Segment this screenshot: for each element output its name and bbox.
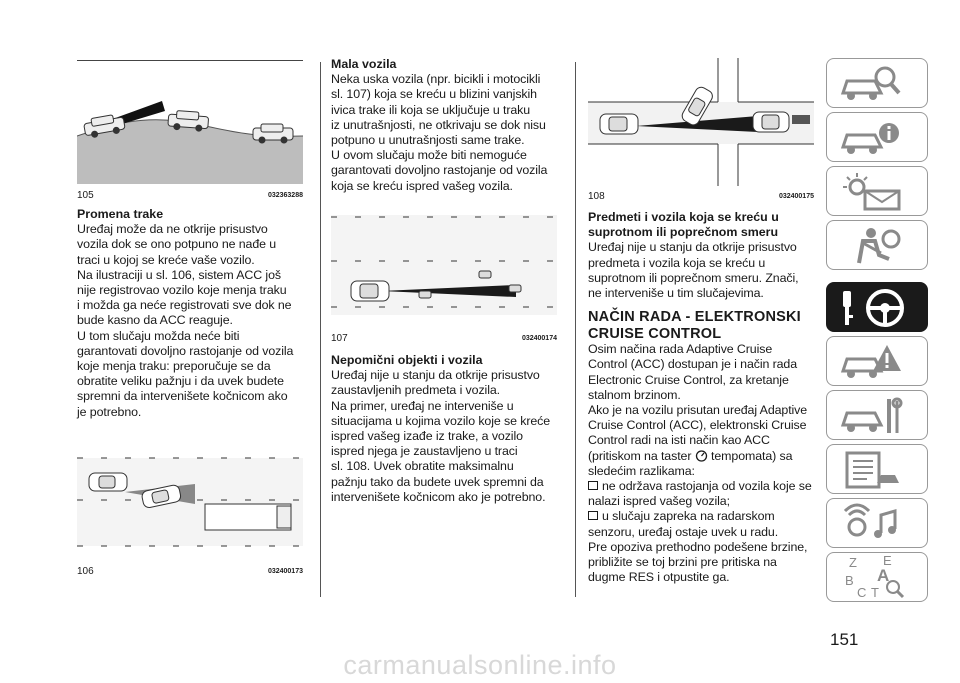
hill-cars-illustration <box>77 66 303 184</box>
figure-106 <box>77 440 303 564</box>
figure-107-code: 032400174 <box>521 335 557 342</box>
bullet-icon <box>588 481 598 490</box>
column-2-text <box>331 57 571 194</box>
figure-105-number: 105 <box>77 190 94 201</box>
figure-107-number: 107 <box>331 333 348 344</box>
heading-nacin-rada: NAČIN RADA - ELEKTRONSKI CRUISE CONTROL <box>588 309 801 342</box>
figure-108-code: 032400175 <box>778 193 814 200</box>
crossing-vehicle-illustration <box>588 58 814 186</box>
multimedia-icon <box>837 503 907 545</box>
column-divider <box>575 62 576 597</box>
heading-nepokretni-objekti: Nepomični objekti i vozila <box>331 353 483 367</box>
figure-108 <box>588 58 814 186</box>
tab-technical-data[interactable] <box>826 444 928 494</box>
index-letter: C <box>857 585 867 599</box>
tab-airbag-seat[interactable] <box>826 220 928 270</box>
index-letter: E <box>883 553 892 568</box>
bullet-item <box>588 509 828 539</box>
traffic-sign <box>792 115 810 124</box>
own-car <box>89 473 127 491</box>
paragraph: U tom slučaju možda neće biti garantovati dovoljno rastojanje od vozila koje menja traku: preporučuje se da obratite veliku pažnju i da uvek budete spremni da intervenišete kočnicom ako je potrebno. <box>77 328 294 419</box>
tab-alphabetical-index[interactable] <box>826 552 928 602</box>
column-divider <box>320 62 321 597</box>
figure-107 <box>331 205 557 329</box>
small-vehicles-illustration <box>331 205 557 329</box>
airbag-seat-icon <box>837 225 907 267</box>
column-3-text <box>588 210 828 585</box>
column-1-text <box>77 207 307 420</box>
index-letter: B <box>845 573 854 588</box>
tab-multimedia[interactable] <box>826 498 928 548</box>
truck <box>205 504 291 530</box>
alphabetical-index-icon <box>837 553 917 599</box>
figure-106-number: 106 <box>77 566 94 577</box>
paragraph: Na ilustraciji u sl. 106, sistem ACC još nije registrovao vozilo koje menja traku i možda ga neće registrovati sve dok ne bude kasno da ACC reaguje. <box>77 267 292 328</box>
paragraph-taster <box>588 403 828 479</box>
figure-105-caption <box>77 190 303 201</box>
heading-mala-vozila: Mala vozila <box>331 57 397 71</box>
checklist-car-icon <box>837 449 907 491</box>
tab-car-search[interactable] <box>826 58 928 108</box>
paragraph: Uređaj može da ne otkrije prisustvo vozila dok se ono potpuno ne nađe u traci u kojoj se kreće vaše vozilo. <box>77 222 277 267</box>
speedometer-button-icon <box>695 449 708 462</box>
figure-105 <box>77 66 303 184</box>
bicycle <box>509 285 521 292</box>
paragraph: Uređaj nije u stanju da otkrije prisustvo predmeta i vozila koja se kreću u suprotnom ili poprečnom smeru. Znači, ne interveniše u tim slučajevima. <box>588 240 799 301</box>
figure-106-code: 032400173 <box>267 568 303 575</box>
paragraph-part: tempomata) sa sledećim razlikama: <box>588 448 793 478</box>
bullet-item <box>588 479 828 509</box>
car-tools-icon <box>837 395 907 437</box>
paragraph: Uređaj nije u stanju da otkrije prisustvo zaustavljenih predmeta i vozila. Na primer, uređaj ne interveniše u situacijama u kojima vozilo koje se kreće ispred vašeg izađe iz trake, a vozilo ispred njega je zaustavljeno u traci sl. 108. Uvek obratite maksimalnu pažnju tako da budete uvek spremni da intervenišete kočnicom ako je potrebno. <box>331 368 551 504</box>
own-car <box>600 114 638 134</box>
index-letter: T <box>871 585 879 599</box>
page-number: 151 <box>830 630 859 649</box>
car-warning-icon <box>837 341 907 383</box>
key-steering-wheel-icon <box>837 287 917 329</box>
paragraph: Pre opoziva prethodno podešene brzine, približite se toj brzini pre pritiska na dugme RES i otpustite ga. <box>588 539 808 585</box>
figure-106-caption <box>77 566 303 577</box>
bullet-text: u slučaju zapreka na radarskom senzoru, uređaj ostaje uvek u radu. <box>588 509 779 539</box>
heading-promena-trake: Promena trake <box>77 207 164 221</box>
index-letter: Z <box>849 555 857 570</box>
figure-107-caption <box>331 333 557 344</box>
car-info-icon <box>837 117 907 159</box>
paragraph: Osim načina rada Adaptive Cruise Control (ACC) dostupan je i način rada Electronic Cruise Control, za kretanje stalnom brzinom. <box>588 342 798 402</box>
tab-warning-lights[interactable] <box>826 166 928 216</box>
warning-lights-message-icon <box>837 171 907 213</box>
column-2-text-lower <box>331 353 571 505</box>
stopped-car <box>753 112 789 132</box>
car-search-icon <box>837 63 907 105</box>
motorcycle-2 <box>419 291 431 298</box>
tab-car-tools[interactable] <box>826 390 928 440</box>
tab-car-warning[interactable] <box>826 336 928 386</box>
paragraph-part: Ako je na vozilu prisutan uređaj Adaptive Cruise Control (ACC), elektronski Cruise Control radi na isti način kao ACC (pritiskom na taster <box>588 403 808 463</box>
watermark: carmanualsonline.info <box>343 650 617 680</box>
figure-108-number: 108 <box>588 191 605 202</box>
figure-108-caption <box>588 191 814 202</box>
motorcycle <box>479 271 491 278</box>
paragraph: Neka uska vozila (npr. bicikli i motocikli sl. 107) koja se kreću u blizini vanjskih ivica trake ili koja se uključuje u traku iz unutrašnjosti, ne otkrivaju se dok nisu potpuno u unutrašnjosti same trake. <box>331 72 546 148</box>
index-letter: A <box>877 566 890 585</box>
tab-car-info[interactable] <box>826 112 928 162</box>
tab-starting-driving[interactable] <box>826 282 928 332</box>
figure-105-code: 032363288 <box>267 192 303 199</box>
lane-change-illustration <box>77 440 303 564</box>
own-car <box>351 281 389 301</box>
heading-predmeti-vozila: Predmeti i vozila koja se kreću u suprotnom ili poprečnom smeru <box>588 210 779 240</box>
paragraph: U ovom slučaju može biti nemoguće garantovati dovoljno rastojanje od vozila koja se kreću ispred vašeg vozila. <box>331 148 548 193</box>
bullet-icon <box>588 511 598 520</box>
top-rule <box>77 60 303 61</box>
bullet-text: ne održava rastojanja od vozila koje se nalazi ispred vašeg vozila; <box>588 479 812 509</box>
